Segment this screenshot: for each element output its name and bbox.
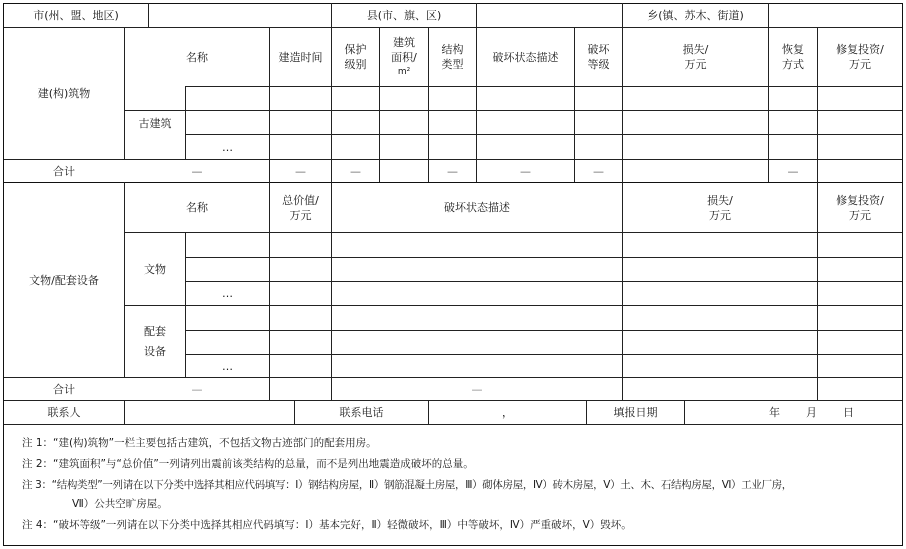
build-time-header: 建造时间 bbox=[278, 50, 323, 64]
report-date-input[interactable] bbox=[685, 401, 902, 424]
grid-line bbox=[124, 232, 903, 233]
relic-name-header: 名称 bbox=[186, 201, 208, 214]
protection-level-line1: 保护 bbox=[344, 43, 367, 56]
table-border-right bbox=[902, 3, 903, 546]
total-value-line2: 万元 bbox=[289, 208, 312, 222]
relic-repair-header bbox=[818, 183, 902, 232]
building-area-header bbox=[380, 28, 428, 86]
county-label: 县(市、旗、区) bbox=[366, 9, 442, 22]
month-label: 月 bbox=[806, 406, 817, 419]
table-border-bottom bbox=[3, 545, 903, 546]
building-loss-line2: 万元 bbox=[684, 58, 707, 71]
note-1: 注 1：“建(构)筑物”一栏主要包括古建筑，不包括文物古迹部门的配套用房。 bbox=[22, 437, 377, 449]
report-date-label: 填报日期 bbox=[613, 406, 658, 419]
structure-type-line2: 类型 bbox=[441, 58, 464, 71]
building-total-dash: — bbox=[191, 164, 203, 178]
relic-total-dash: — bbox=[471, 382, 483, 396]
town-label: 乡(镇、苏木、街道) bbox=[647, 9, 744, 22]
grid-line bbox=[185, 354, 903, 355]
building-total-dash: — bbox=[447, 164, 458, 178]
equipment-label bbox=[125, 306, 185, 377]
grid-line bbox=[185, 86, 903, 87]
relic-total-dash: — bbox=[191, 382, 203, 396]
building-area-line2: 面积/ bbox=[391, 50, 417, 64]
day-label: 日 bbox=[843, 406, 854, 419]
grid-line bbox=[185, 134, 903, 135]
phone-label: 联系电话 bbox=[339, 406, 384, 419]
damage-grade-line1: 破坏 bbox=[587, 43, 610, 56]
building-repair-line1: 修复投资/ bbox=[836, 43, 884, 56]
note-4: 注 4：“破坏等级”一列请在以下分类中选择其相应代码填写：Ⅰ）基本完好，Ⅱ）轻微破坏，Ⅲ）中等破坏，Ⅳ）严重破坏，Ⅴ）毁坏。 bbox=[22, 519, 632, 531]
ancient-building-label: 古建筑 bbox=[138, 116, 172, 130]
relics-label: 文物 bbox=[144, 262, 166, 276]
town-input[interactable] bbox=[769, 4, 902, 27]
relic-damage-desc-header: 破坏状态描述 bbox=[444, 201, 510, 214]
building-loss-line1: 损失/ bbox=[682, 43, 709, 56]
building-total-dash: — bbox=[350, 164, 361, 178]
total-value-line1: 总价值/ bbox=[282, 193, 319, 207]
equipment-ellipsis: … bbox=[222, 359, 233, 373]
year-label: 年 bbox=[769, 406, 780, 419]
note-3: 注 3：“结构类型”一列请在以下分类中选择其相应代码填写：Ⅰ）钢结构房屋，Ⅱ）钢筋混凝土房屋，Ⅲ）砌体房屋，Ⅳ）砖木房屋，Ⅴ）土、木、石结构房屋，Ⅵ）工业厂房， bbox=[22, 479, 792, 491]
relic-loss-header bbox=[623, 183, 817, 232]
relic-total-label: 合计 bbox=[53, 382, 75, 396]
relic-loss-line2: 万元 bbox=[709, 208, 731, 222]
building-loss-header bbox=[623, 28, 768, 86]
building-total-dash: — bbox=[593, 164, 604, 178]
restore-method-line1: 恢复 bbox=[782, 43, 804, 56]
grid-line bbox=[185, 281, 903, 282]
damage-desc-header: 破坏状态描述 bbox=[492, 50, 559, 64]
structure-type-line1: 结构 bbox=[441, 43, 464, 56]
building-repair-header bbox=[818, 28, 902, 86]
building-repair-line2: 万元 bbox=[849, 58, 871, 71]
phone-input[interactable]: ， bbox=[502, 406, 513, 419]
building-ellipsis: … bbox=[222, 140, 233, 154]
total-value-header bbox=[270, 183, 331, 232]
grid-line bbox=[3, 424, 903, 425]
structure-type-header bbox=[429, 28, 476, 86]
equipment-line1: 配套 bbox=[144, 324, 166, 338]
building-total-dash: — bbox=[787, 164, 799, 178]
equipment-line2: 设备 bbox=[144, 344, 166, 358]
contact-person-label: 联系人 bbox=[47, 406, 81, 419]
protection-level-line2: 级别 bbox=[344, 58, 367, 71]
relic-repair-line2: 万元 bbox=[849, 208, 871, 222]
grid-line bbox=[124, 110, 903, 111]
building-total-dash: — bbox=[520, 164, 531, 178]
building-total-label: 合计 bbox=[53, 164, 75, 178]
restore-method-line2: 方式 bbox=[782, 58, 804, 71]
damage-grade-header bbox=[575, 28, 622, 86]
relic-loss-line1: 损失/ bbox=[707, 193, 733, 207]
note-2: 注 2：“建筑面积”与“总价值”一列请列出震前该类结构的总量，而不是列出地震造成破坏的总量。 bbox=[22, 458, 474, 470]
relic-ellipsis: … bbox=[222, 287, 233, 300]
building-name-header: 名称 bbox=[186, 50, 208, 64]
grid-line bbox=[185, 330, 903, 331]
building-total-dash: — bbox=[295, 164, 306, 178]
building-area-line1: 建筑 bbox=[393, 35, 415, 49]
city-input[interactable] bbox=[149, 4, 331, 27]
grid-line bbox=[185, 257, 903, 258]
city-label: 市(州、盟、地区) bbox=[33, 9, 119, 22]
protection-level-header bbox=[332, 28, 379, 86]
buildings-section-label: 建(构)筑物 bbox=[37, 87, 91, 100]
county-input[interactable] bbox=[477, 4, 622, 27]
contact-person-input[interactable] bbox=[125, 401, 294, 424]
restore-method-header bbox=[769, 28, 817, 86]
note-3-continued: Ⅶ）公共空旷房屋。 bbox=[72, 498, 168, 510]
grid-line bbox=[124, 305, 903, 306]
damage-grade-line2: 等级 bbox=[587, 58, 610, 71]
building-area-unit: m² bbox=[397, 66, 411, 77]
relics-section-label: 文物/配套设备 bbox=[29, 273, 99, 287]
relic-repair-line1: 修复投资/ bbox=[836, 193, 884, 207]
